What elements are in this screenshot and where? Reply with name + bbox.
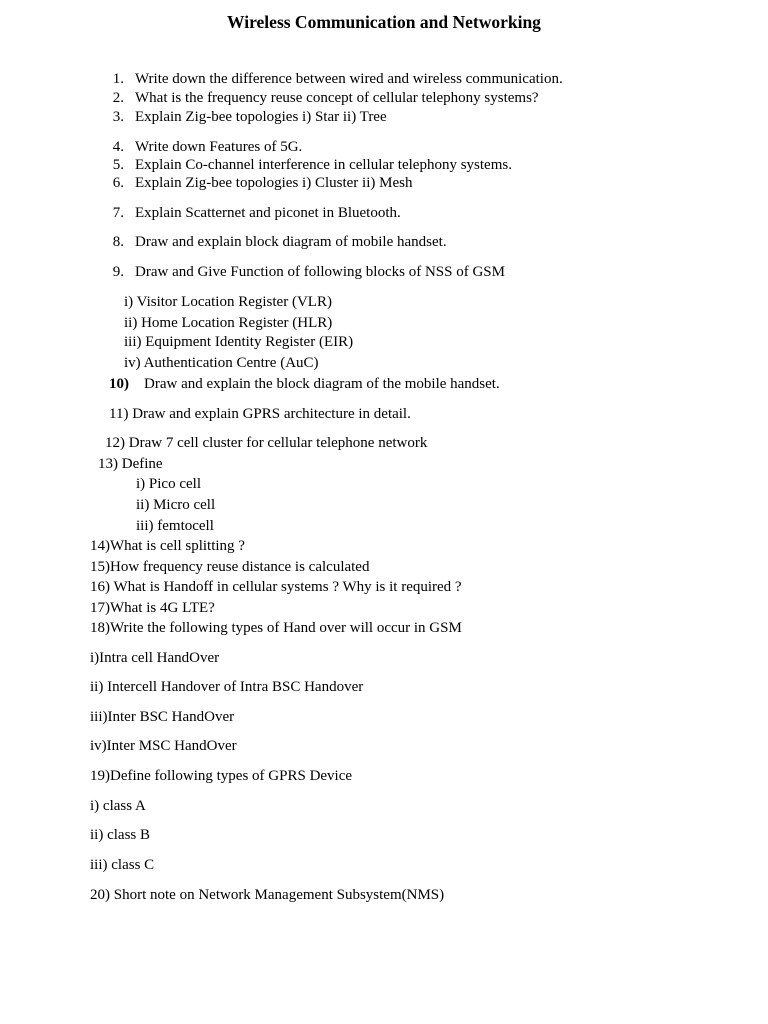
item-text: Explain Zig-bee topologies i) Star ii) Tree <box>135 109 387 125</box>
item-number: 7. <box>112 205 124 221</box>
list-item <box>100 174 412 192</box>
item-text: Explain Co-channel interference in cellular telephony systems. <box>135 157 512 173</box>
item-text: Draw and explain block diagram of mobile handset. <box>135 234 447 250</box>
list-item: 11) Draw and explain GPRS architecture in detail. <box>109 406 411 422</box>
item-number: 6. <box>112 175 124 191</box>
list-item <box>100 233 447 251</box>
list-item: 14)What is cell splitting ? <box>90 538 245 554</box>
list-item <box>100 263 505 281</box>
list-item: 16) What is Handoff in cellular systems ? Why is it required ? <box>90 579 462 595</box>
item-number: 1. <box>112 71 124 87</box>
item-number: 9. <box>112 264 124 280</box>
list-item: 18)Write the following types of Hand over will occur in GSM <box>90 620 462 636</box>
list-item: 17)What is 4G LTE? <box>90 600 215 616</box>
list-item <box>100 204 401 222</box>
list-item <box>100 138 302 156</box>
sub-item: ii) Micro cell <box>136 497 216 513</box>
page-title: Wireless Communication and Networking <box>227 12 541 32</box>
list-item <box>109 375 500 393</box>
item-text: Draw and explain the block diagram of the mobile handset. <box>144 376 500 392</box>
item-number: 3. <box>112 109 124 125</box>
sub-item: ii) Home Location Register (HLR) <box>124 315 333 331</box>
list-item: 20) Short note on Network Management Subsystem(NMS) <box>90 887 445 903</box>
list-item: 13) Define <box>98 456 163 472</box>
sub-item: i) class A <box>90 798 146 814</box>
item-text: Write down Features of 5G. <box>135 139 303 155</box>
item-text: Explain Scatternet and piconet in Bluetooth. <box>135 205 401 221</box>
sub-item: i) Pico cell <box>136 476 201 492</box>
item-number: 8. <box>112 234 124 250</box>
item-number: 5. <box>112 157 124 173</box>
sub-item: iii) femtocell <box>136 518 214 534</box>
list-item: 15)How frequency reuse distance is calculated <box>90 559 370 575</box>
item-number: 4. <box>112 139 124 155</box>
list-item: 12) Draw 7 cell cluster for cellular telephone network <box>105 435 428 451</box>
list-item <box>100 108 387 126</box>
sub-item: i)Intra cell HandOver <box>90 650 220 666</box>
sub-item: ii) Intercell Handover of Intra BSC Handover <box>90 679 364 695</box>
sub-item: iii) class C <box>90 857 155 873</box>
list-item <box>100 89 539 107</box>
list-item <box>100 70 563 88</box>
list-item <box>100 156 512 174</box>
sub-item: iii) Equipment Identity Register (EIR) <box>124 334 354 350</box>
list-item: 19)Define following types of GPRS Device <box>90 768 353 784</box>
sub-item: iv) Authentication Centre (AuC) <box>124 355 319 371</box>
sub-item: ii) class B <box>90 827 150 843</box>
item-text: Explain Zig-bee topologies i) Cluster ii) Mesh <box>135 175 413 191</box>
item-number: 2. <box>112 90 124 106</box>
item-text: What is the frequency reuse concept of cellular telephony systems? <box>135 90 539 106</box>
item-text: Draw and Give Function of following blocks of NSS of GSM <box>135 264 505 280</box>
sub-item: iv)Inter MSC HandOver <box>90 738 237 754</box>
sub-item: iii)Inter BSC HandOver <box>90 709 235 725</box>
item-text: Write down the difference between wired and wireless communication. <box>135 71 563 87</box>
sub-item: i) Visitor Location Register (VLR) <box>124 294 332 310</box>
item-number: 10) <box>109 376 129 392</box>
